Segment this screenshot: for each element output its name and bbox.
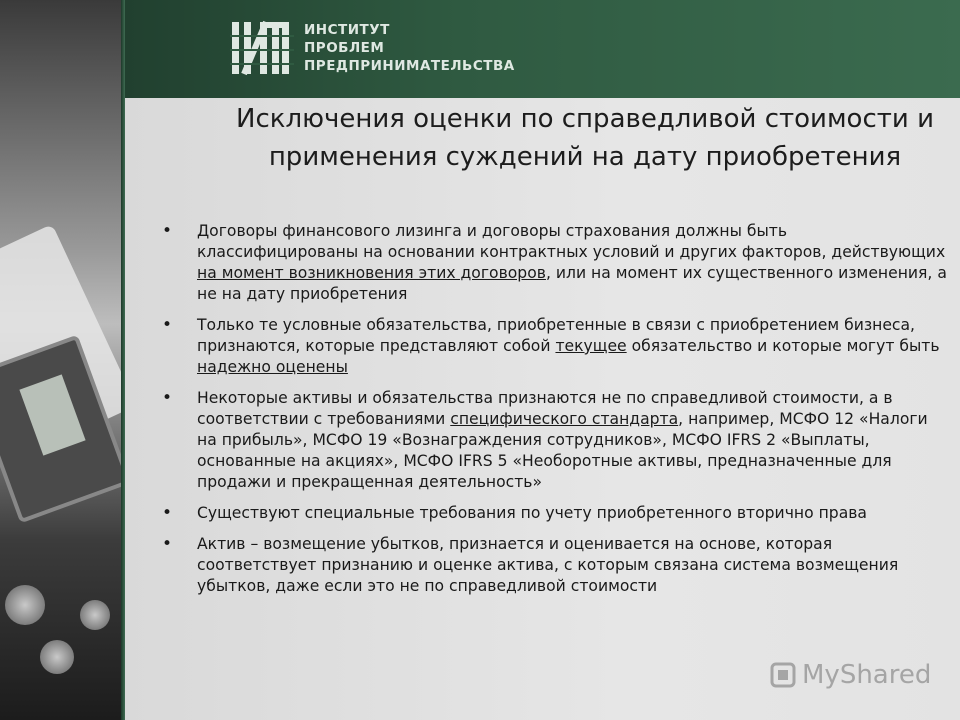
underlined-phrase: специфического стандарта [450,410,679,428]
logo-text [304,21,515,75]
underlined-phrase: на момент возникновения этих договоров [197,264,546,282]
slide-title: Исключения оценки по справедливой стоимости и применения суждений на дату приобретения [236,104,934,172]
coin-shape [40,640,74,674]
bullet-text: , например, МСФО 12 «Налоги на прибыль», МСФО 19 «Вознаграждения сотрудников», МСФО IFRS 2 «Выплаты, основанные на акциях», МСФО IFRS 5 «Необоротные активы, предназначенные для продажи и прекращенная деятельность» [197,410,928,491]
bullet-text: Актив – возмещение убытков, признается и оценивается на основе, которая соответствует признанию и оценке актива, с которым связана система возмещения убытков, даже если это не по справедливой стоимости [197,535,899,595]
underlined-phrase: текущее [555,337,627,355]
bullet-text: Существуют специальные требования по учету приобретенного вторично права [197,504,867,522]
bullet-item [162,221,952,305]
bullet-text: Только те условные обязательства, приобретенные в связи с приобретением бизнеса, признаются, которые представляют собой [197,316,915,355]
bullet-item [162,503,952,524]
logo-line-1: ИНСТИТУТ [304,22,390,38]
decorative-photo [0,0,125,720]
underlined-phrase: надежно оценены [197,358,348,376]
bullet-item [162,388,952,493]
coin-shape [5,585,45,625]
bullet-list [162,221,952,607]
institute-logo [230,16,515,80]
logo-mark-icon [230,16,294,80]
bullet-text: Некоторые активы и обязательства признаются не по справедливой стоимости, а в соответствии с требованиями [197,389,893,428]
coin-shape [80,600,110,630]
bullet-text: обязательство и которые могут быть [626,337,940,355]
bullet-item [162,534,952,597]
bullet-text: , или на момент их существенного изменения, а не на дату приобретения [197,264,947,303]
watermark-text: MyShared [802,660,932,690]
logo-line-2: ПРОБЛЕМ [304,40,385,56]
logo-line-3: ПРЕДПРИНИМАТЕЛЬСТВА [304,58,515,74]
watermark [770,660,931,690]
bullet-item [162,315,952,378]
watermark-logo-icon [770,662,796,688]
bullet-text: Договоры финансового лизинга и договоры страхования должны быть классифицированы на основании контрактных условий и других факторов, действующих [197,222,946,261]
